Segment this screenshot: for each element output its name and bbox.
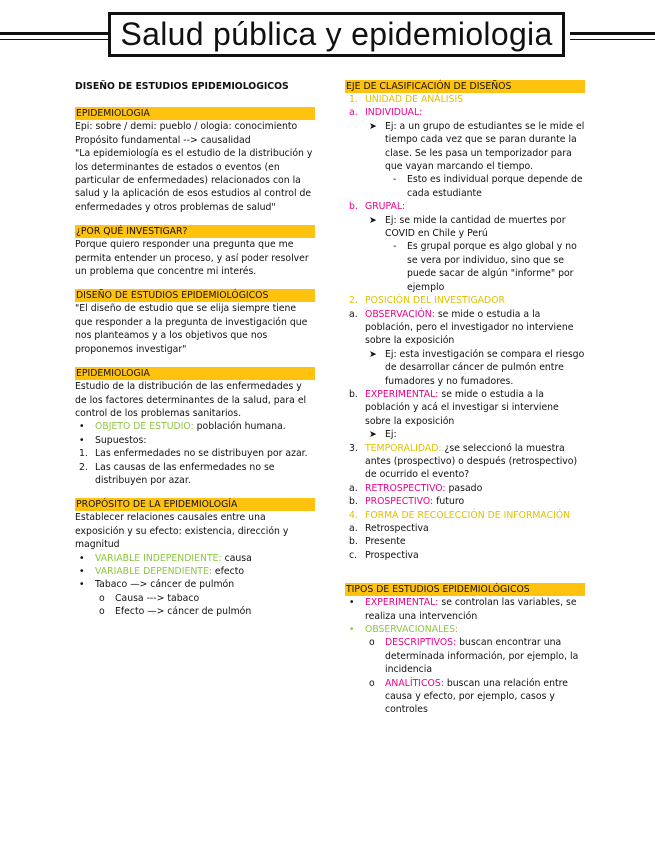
section-diseno-estudios <box>75 289 315 356</box>
spacer <box>345 573 585 583</box>
text-paragraph: "La epidemiología es el estudio de la distribución y los determinantes de estados o eventos (en particular de enfermedades) relacionados con la salud y la aplicación de esos estudios al control de enfermedades y otros problemas de salud" <box>75 148 313 213</box>
list-item: c. Prospectiva <box>349 549 419 561</box>
title-rule-left-thin <box>0 39 108 40</box>
section-heading: EPIDEMIOLOGIA <box>75 367 315 380</box>
list-item: • OBJETO DE ESTUDIO: población humana. <box>79 421 286 433</box>
section-heading: ¿POR QUÉ INVESTIGAR? <box>75 225 315 238</box>
section-heading: PROPÓSITO DE LA EPIDEMIOLOGÍA <box>75 498 315 511</box>
list-item: 3. TEMPORALIDAD: ¿se seleccionó la muestra antes (prospectivo) o después (retrospectivo) de ocurrido el evento? <box>349 442 578 481</box>
list-item: 1. UNIDAD DE ANÁLISIS <box>349 94 464 105</box>
list-item: b. PROSPECTIVO: futuro <box>349 496 465 508</box>
list-item: o DESCRIPTIVOS: buscan encontrar una determinada información, por ejemplo, la incidencia <box>369 637 579 676</box>
list-item: 2. Las causas de las enfermedades no se distribuyen por azar. <box>79 461 275 486</box>
list-item: 2. POSICIÓN DEL INVESTIGADOR <box>349 295 505 307</box>
list-item: a. Retrospectiva <box>349 523 429 534</box>
list-item: a. OBSERVACIÓN: se mide o estudia a la población, pero el investigador no interviene sobre la exposición <box>349 308 574 347</box>
list-item: • EXPERIMENTAL: se controlan las variables, se realiza una intervención <box>349 597 577 622</box>
list-item: o Efecto —> cáncer de pulmón <box>99 606 252 618</box>
list-item: ➤ Ej: <box>369 429 397 441</box>
section-eje-clasificacion <box>345 80 585 562</box>
list-item: a. INDIVIDUAL: <box>349 107 423 119</box>
list-item: ➤ Ej: se mide la cantidad de muertes por COVID en Chile y Perú <box>369 214 566 240</box>
left-column <box>75 80 315 630</box>
right-column <box>345 80 585 728</box>
list-item: b. GRUPAL: <box>349 201 406 213</box>
list-item: b. EXPERIMENTAL: se mide o estudia a la población y acá el investigar si interviene sobre la exposición <box>349 388 559 427</box>
text-line: Propósito fundamental --> causalidad <box>75 134 251 146</box>
page-title: Salud pública y epidemiologia <box>120 16 553 52</box>
list-item: o Causa ---> tabaco <box>99 592 200 604</box>
list-item: • VARIABLE DEPENDIENTE: efecto <box>79 565 245 577</box>
page-title-box <box>108 12 565 57</box>
list-item: • Supuestos: <box>79 434 147 446</box>
list-item: ➤ Ej: esta investigación se compara el riesgo de desarrollar cáncer de pulmón entre fumadores y no fumadores. <box>369 348 585 387</box>
section-heading: TIPOS DE ESTUDIOS EPIDEMIOLÓGICOS <box>345 583 585 596</box>
title-rule-right <box>570 32 655 35</box>
list-item: • OBSERVACIONALES: <box>349 624 459 636</box>
list-item: b. Presente <box>349 536 406 548</box>
text-paragraph: "El diseño de estudio que se elija siempre tiene que responder a la pregunta de investigación que nos planteamos y a los objetivos que nos proponemos investigar" <box>75 303 308 355</box>
list-item: • VARIABLE INDEPENDIENTE: causa <box>79 552 252 564</box>
list-item: 4. FORMA DE RECOLECCIÓN DE INFORMACIÓN <box>349 509 571 521</box>
list-item: ➤ Ej: a un grupo de estudiantes se le mide el tiempo cada vez que se paran durante la clase. Se les pasa un temporizador para que vayan marcando el tiempo. <box>369 120 585 173</box>
text-paragraph: Estudio de la distribución de las enfermedades y de los factores determinantes de la salud, para el control de los problemas sanitarios. <box>75 381 307 419</box>
list-item: a. RETROSPECTIVO: pasado <box>349 482 483 494</box>
text-paragraph: Porque quiero responder una pregunta que me permita entender un proceso, y así poder resolver un problema que concentre mi interés. <box>75 239 309 278</box>
section-epidemiologia <box>75 107 315 214</box>
section-epidemiologia-2 <box>75 367 315 487</box>
list-item: - Es grupal porque es algo global y no se vera por individuo, sino que se puede sacar de algún "informe" por ejemplo <box>393 241 577 293</box>
section-tipos-estudios <box>345 583 585 717</box>
list-item: o ANALÍTICOS: buscan una relación entre causa y efecto, por ejemplo, casos y controles <box>369 677 568 716</box>
list-item: 1. Las enfermedades no se distribuyen por azar. <box>79 448 308 460</box>
section-heading: DISEÑO DE ESTUDIOS EPIDEMIOLÓGICOS <box>75 289 315 302</box>
section-main-heading: DISEÑO DE ESTUDIOS EPIDEMIOLOGICOS <box>75 81 289 92</box>
text-line: Epi: sobre / demi: pueblo / ologia: conocimiento <box>75 121 298 133</box>
section-proposito <box>75 498 315 618</box>
title-rule-left <box>0 32 108 35</box>
list-item: • Tabaco —> cáncer de pulmón <box>79 579 235 591</box>
title-rule-right-thin <box>570 39 655 40</box>
section-heading: EPIDEMIOLOGIA <box>75 107 315 120</box>
text-paragraph: Establecer relaciones causales entre una exposición y su efecto: existencia, dirección y magnitud <box>75 512 289 551</box>
section-heading: EJE DE CLASIFICACIÓN DE DISEÑOS <box>345 80 585 93</box>
section-por-que-investigar <box>75 225 315 278</box>
list-item: - Esto es individual porque depende de cada estudiante <box>393 174 583 199</box>
